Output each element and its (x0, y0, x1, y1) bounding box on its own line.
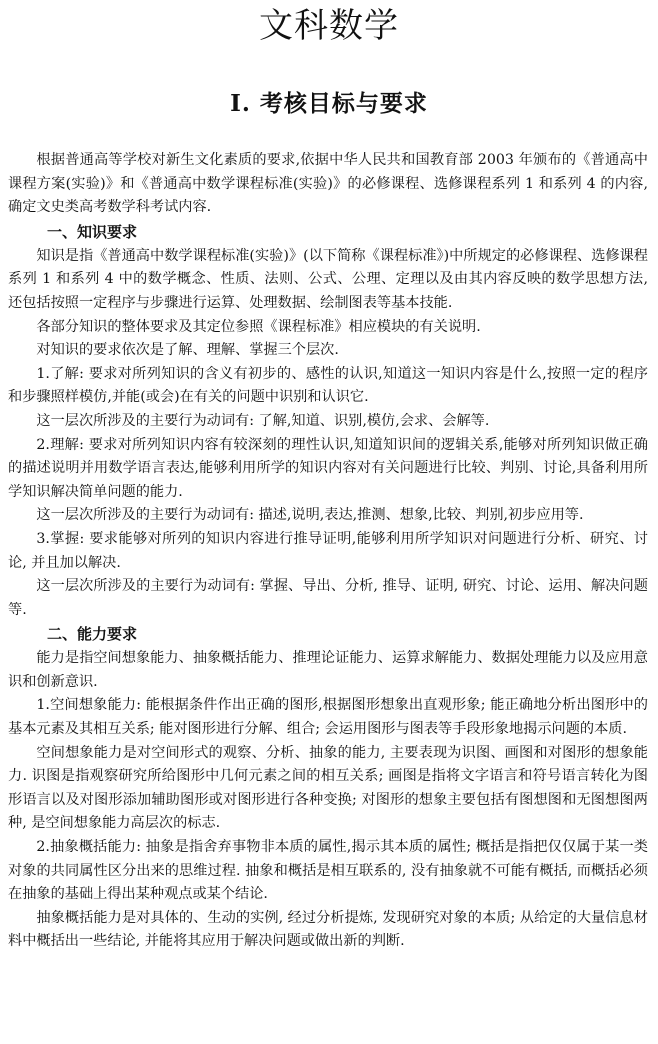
knowledge-paragraph: 知识是指《普通高中数学课程标准(实验)》(以下简称《课程标准》)中所规定的必修课程、选修课程系列 1 和系列 4 中的数学概念、性质、法则、公式、公理、定理以及由其内容反映的数学思想方法, 还包括按照一定程序与步骤进行运算、处理数据、绘制图表等基本技能. (8, 247, 648, 311)
ability-paragraph: 2.抽象概括能力: 抽象是指舍弃事物非本质的属性,揭示其本质的属性; 概括是指把仅仅属于某一类对象的共同属性区分出来的思维过程. 抽象和概括是相互联系的, 没有抽象就不可能有概括, 而概括必须在抽象的基础上得出某种观点或某个结论. (8, 839, 648, 903)
section-title: Ⅰ. 考核目标与要求 (230, 90, 428, 117)
ability-paragraph: 抽象概括能力是对具体的、生动的实例, 经过分析提炼, 发现研究对象的本质; 从给定的大量信息材料中概括出一些结论, 并能将其应用于解决问题或做出新的判断. (8, 909, 648, 950)
ability-paragraph: 1.空间想象能力: 能根据条件作出正确的图形,根据图形想象出直观形象; 能正确地分析出图形中的基本元素及其相互关系; 能对图形进行分解、组合; 会运用图形与图表等手段形象地揭示问题的本质. (8, 697, 648, 738)
knowledge-paragraph: 这一层次所涉及的主要行为动词有: 了解,知道、识别,模仿,会求、会解等. (36, 412, 490, 429)
knowledge-heading: 一、知识要求 (47, 222, 138, 241)
ability-paragraph: 空间想象能力是对空间形式的观察、分析、抽象的能力, 主要表现为识图、画图和对图形的想象能力. 识图是指观察研究所给图形中几何元素之间的相互关系; 画图是指将文字语言和符号语言转化为图形语言以及对图形添加辅助图形或对图形进行各种变换; 对图形的想象主要包括有图想图和无图想图两种, 是空间想象能力高层次的标志. (8, 744, 648, 832)
knowledge-paragraph: 各部分知识的整体要求及其定位参照《课程标准》相应模块的有关说明. (36, 318, 481, 335)
knowledge-paragraph: 2.理解: 要求对所列知识内容有较深刻的理性认识,知道知识间的逻辑关系,能够对所列知识做正确的描述说明并用数学语言表达,能够利用所学的知识内容对有关问题进行比较、判别、讨论,具备利用所学知识解决简单问题的能力. (8, 436, 648, 500)
knowledge-paragraph: 这一层次所涉及的主要行为动词有: 描述,说明,表达,推测、想象,比较、判别,初步应用等. (36, 507, 584, 524)
knowledge-paragraph: 1.了解: 要求对所列知识的含义有初步的、感性的认识,知道这一知识内容是什么,按照一定的程序和步骤照样模仿,并能(或会)在有关的问题中识别和认识它. (8, 365, 648, 406)
ability-paragraph: 能力是指空间想象能力、抽象概括能力、推理论证能力、运算求解能力、数据处理能力以及应用意识和创新意识. (8, 650, 648, 690)
knowledge-paragraph: 对知识的要求依次是了解、理解、掌握三个层次. (36, 342, 339, 359)
document-title: 文科数学 (259, 6, 399, 46)
document-body (8, 149, 648, 954)
knowledge-paragraph: 3.掌握: 要求能够对所列的知识内容进行推导证明,能够利用所学知识对问题进行分析、研究、讨论, 并且加以解决. (8, 530, 648, 571)
intro-paragraph: 根据普通高等学校对新生文化素质的要求,依据中华人民共和国教育部 2003 年颁布的《普通高中课程方案(实验)》和《普通高中数学课程标准(实验)》的必修课程、选修课程系列 1 和系列 4 的内容,确定文史类高考数学科考试内容. (8, 152, 648, 216)
knowledge-paragraph: 这一层次所涉及的主要行为动词有: 掌握、导出、分析, 推导、证明, 研究、讨论、运用、解决问题等. (8, 578, 648, 618)
ability-heading: 二、能力要求 (47, 625, 138, 644)
